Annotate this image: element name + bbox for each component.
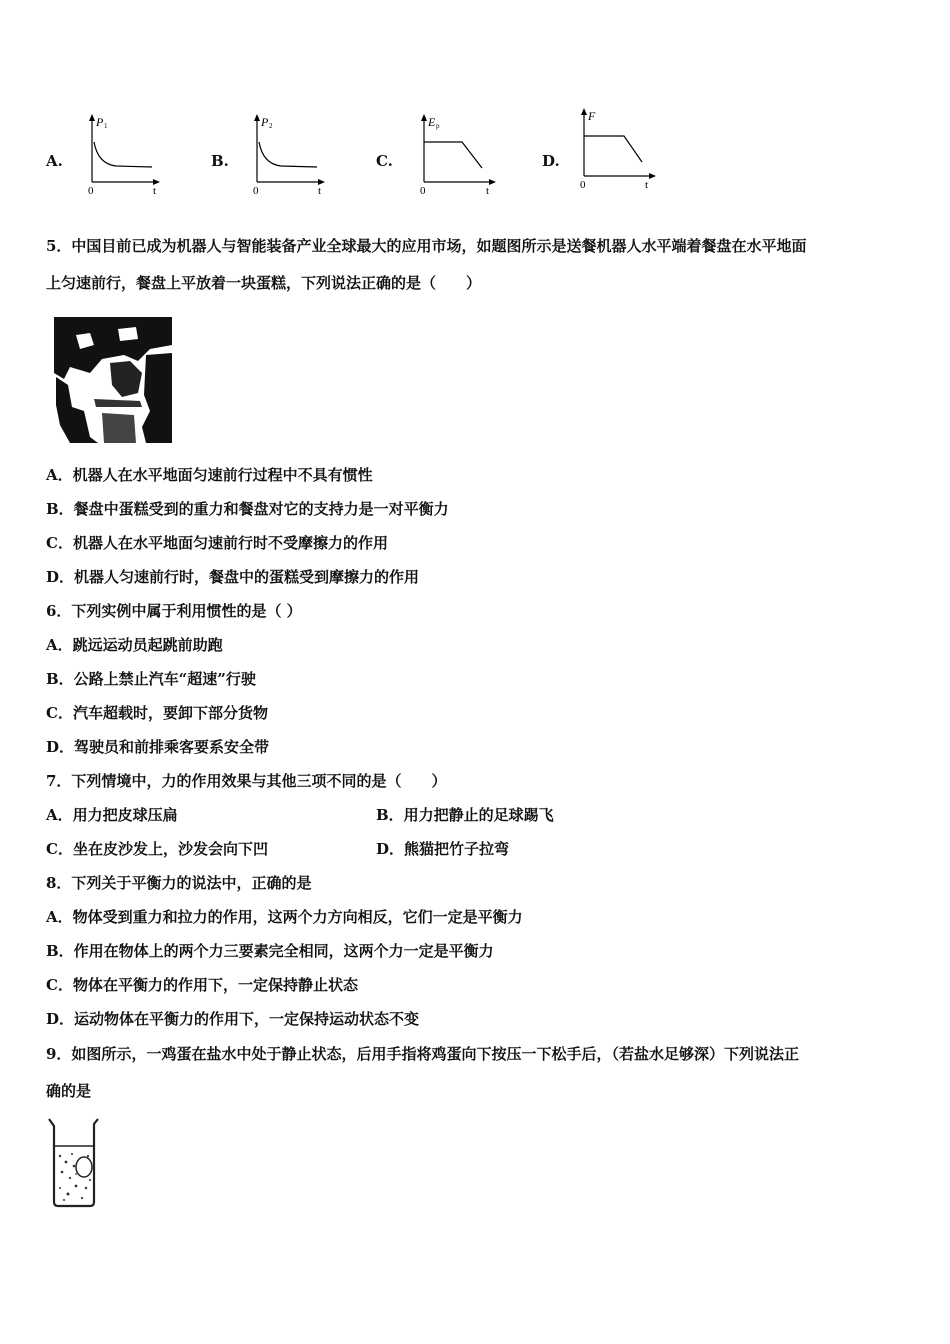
graph-a xyxy=(82,112,162,194)
graph-options-row xyxy=(0,100,950,200)
q7-option-d: D．熊猫把竹子拉弯 xyxy=(376,840,510,858)
q8-option-d: D．运动物体在平衡力的作用下，一定保持运动状态不变 xyxy=(46,1010,420,1028)
graph-b-origin: 0 xyxy=(253,185,259,194)
graph-d-xlabel: t xyxy=(645,179,649,188)
q8-option-a: A．物体受到重力和拉力的作用，这两个力方向相反，它们一定是平衡力 xyxy=(46,908,523,926)
q8-option-b: B．作用在物体上的两个力三要素完全相同，这两个力一定是平衡力 xyxy=(46,942,494,960)
q7-stem: 7．下列情境中，力的作用效果与其他三项不同的是（ ） xyxy=(46,772,447,790)
graph-c-ysub: p xyxy=(436,122,440,130)
robot-waiter-image xyxy=(50,315,176,445)
q9-stem-line2: 确的是 xyxy=(46,1082,92,1100)
graph-b xyxy=(247,112,327,194)
q5-option-a: A．机器人在水平地面匀速前行过程中不具有惯性 xyxy=(46,466,373,484)
q8-option-c: C．物体在平衡力的作用下，一定保持静止状态 xyxy=(46,976,358,994)
q6-stem: 6．下列实例中属于利用惯性的是（ ） xyxy=(46,602,302,620)
graph-a-ysub: 1 xyxy=(104,122,108,130)
graph-option-a-letter: A. xyxy=(46,152,63,170)
graph-d-origin: 0 xyxy=(580,179,586,188)
graph-c xyxy=(414,112,498,194)
graph-a-origin: 0 xyxy=(88,185,94,194)
graph-b-xlabel: t xyxy=(318,185,322,194)
graph-c-ylabel: E xyxy=(428,115,436,129)
graph-option-c-letter: C. xyxy=(376,152,393,170)
graph-c-xlabel: t xyxy=(486,185,490,194)
q6-option-a: A．跳远运动员起跳前助跑 xyxy=(46,636,223,654)
q7-option-a: A．用力把皮球压扁 xyxy=(46,806,178,824)
q5-option-b: B．餐盘中蛋糕受到的重力和餐盘对它的支持力是一对平衡力 xyxy=(46,500,449,518)
graph-a-xlabel: t xyxy=(153,185,157,194)
graph-option-d-letter: D. xyxy=(542,152,560,170)
q5-option-c: C．机器人在水平地面匀速前行时不受摩擦力的作用 xyxy=(46,534,388,552)
graph-b-ylabel: P xyxy=(261,115,269,129)
q7-option-b: B．用力把静止的足球踢飞 xyxy=(376,806,554,824)
q5-stem-line2: 上匀速前行，餐盘上平放着一块蛋糕，下列说法正确的是（ ） xyxy=(46,274,482,292)
q5-option-d: D．机器人匀速前行时，餐盘中的蛋糕受到摩擦力的作用 xyxy=(46,568,420,586)
graph-b-ysub: 2 xyxy=(269,122,273,130)
graph-c-origin: 0 xyxy=(420,185,426,194)
graph-d-ylabel: F xyxy=(588,109,596,123)
graph-option-b-letter: B. xyxy=(211,152,229,170)
q7-option-c: C．坐在皮沙发上，沙发会向下凹 xyxy=(46,840,268,858)
q6-option-b: B．公路上禁止汽车“超速”行驶 xyxy=(46,670,256,688)
graph-a-ylabel: P xyxy=(96,115,104,129)
q6-option-d: D．驾驶员和前排乘客要系安全带 xyxy=(46,738,270,756)
q6-option-c: C．汽车超载时，要卸下部分货物 xyxy=(46,704,268,722)
q5-stem-line1: 5．中国目前已成为机器人与智能装备产业全球最大的应用市场，如题图所示是送餐机器人水平端着餐盘在水平地面 xyxy=(46,237,807,255)
q8-stem: 8．下列关于平衡力的说法中，正确的是 xyxy=(46,874,312,892)
q9-stem-line1: 9．如图所示，一鸡蛋在盐水中处于静止状态，后用手指将鸡蛋向下按压一下松手后，（若盐水足够深）下列说法正 xyxy=(46,1045,799,1063)
beaker-egg-image xyxy=(46,1116,102,1210)
graph-d xyxy=(574,106,658,188)
